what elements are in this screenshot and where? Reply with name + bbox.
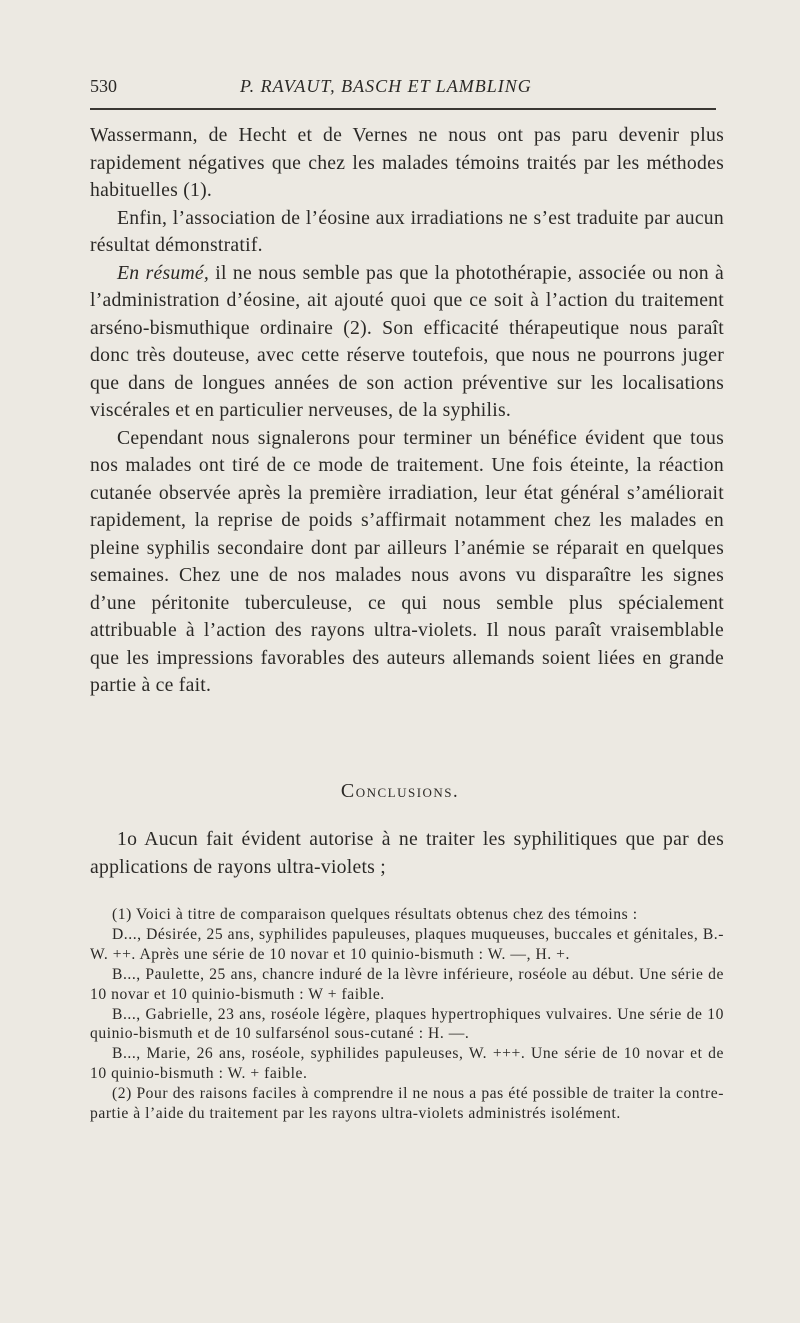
running-head: P. RAVAUT, BASCH ET LAMBLING [240, 76, 532, 96]
page-number: 530 [90, 76, 117, 96]
paragraph-continuation: Wassermann, de Hecht et de Vernes ne nous ont pas paru devenir plus rapidement négatives que chez les malades témoins traités par les méthodes habituelles (1). [90, 124, 724, 201]
resume-text: il ne nous semble pas que la photothérapie, associée ou non à l’administration d’éosine, ait ajouté quoi que ce soit à l’action du traitement arséno-bismuthique ordinaire (2). Son efficacité thérapeutique nous paraît donc très douteuse, avec cette réserve toutefois, que nous ne pourrons juger que dans de longues années de son action préventive sur les localisations viscérales et en particulier nerveuses, de la syphilis. [90, 261, 725, 421]
paragraph-enfin: Enfin, l’association de l’éosine aux irradiations ne s’est traduite par aucun résultat démonstratif. [90, 206, 724, 256]
conclusions-heading: Conclusions. [340, 780, 460, 802]
main-text [90, 122, 724, 700]
footnote-1-case-paulette: B..., Paulette, 25 ans, chancre induré de la lèvre inférieure, roséole au début. Une série de 10 novar et 10 quinio-bismuth : W + faible. [90, 965, 724, 1003]
paragraph-resume [90, 260, 724, 425]
paragraph-cependant: Cependant nous signalerons pour terminer un bénéfice évident que tous nos malades ont tiré de ce mode de traitement. Une fois éteinte, la réaction cutanée observée après la première irradiation, leur état général s’améliorait rapidement, la reprise de poids s’affirmait notamment chez les malades en pleine syphilis secondaire dont par ailleurs l’anémie se réparait en quelques semaines. Chez une de nos malades nous avons vu disparaître les signes d’une péritonite tuberculeuse, ce qui nous semble plus spécialement attribuable à l’action des rayons ultra-violets. Il nous paraît vraisemblable que les impressions favorables des auteurs allemands soient liées en grande partie à ce fait. [90, 426, 724, 696]
heading-initial: C [340, 780, 356, 802]
resume-lead: En résumé, [117, 261, 210, 284]
heading-rest: onclusions [355, 782, 454, 802]
footnote-1-case-gabrielle: B..., Gabrielle, 23 ans, roséole légère, plaques hypertrophiques vulvaires. Une série de 10 quinio-bismuth et de 10 sulfarsénol sous-cutané : H. —. [90, 1005, 724, 1043]
conclusion-item-1: 1o Aucun fait évident autorise à ne traiter les syphilitiques que par des applications de rayons ultra-violets ; [90, 828, 724, 878]
footnote-1-case-marie: B..., Marie, 26 ans, roséole, syphilides papuleuses, W. +++. Une série de 10 novar et de 10 quinio-bismuth : W. + faible. [90, 1045, 724, 1083]
footnote-2: (2) Pour des raisons faciles à comprendre il ne nous a pas été possible de traiter la contre-partie à l’aide du traitement par les rayons ultra-violets administrés isolément. [90, 1085, 724, 1123]
footnote-1-case-desiree: D..., Désirée, 25 ans, syphilides papuleuses, plaques muqueuses, buccales et génitales, B.-W. ++. Après une série de 10 novar et 10 quinio-bismuth : W. —, H. +. [90, 925, 724, 963]
footnotes [90, 905, 724, 1124]
page-header [90, 76, 716, 100]
header-rule [90, 108, 716, 110]
footnote-1-intro: (1) Voici à titre de comparaison quelques résultats obtenus chez des témoins : [112, 906, 638, 923]
